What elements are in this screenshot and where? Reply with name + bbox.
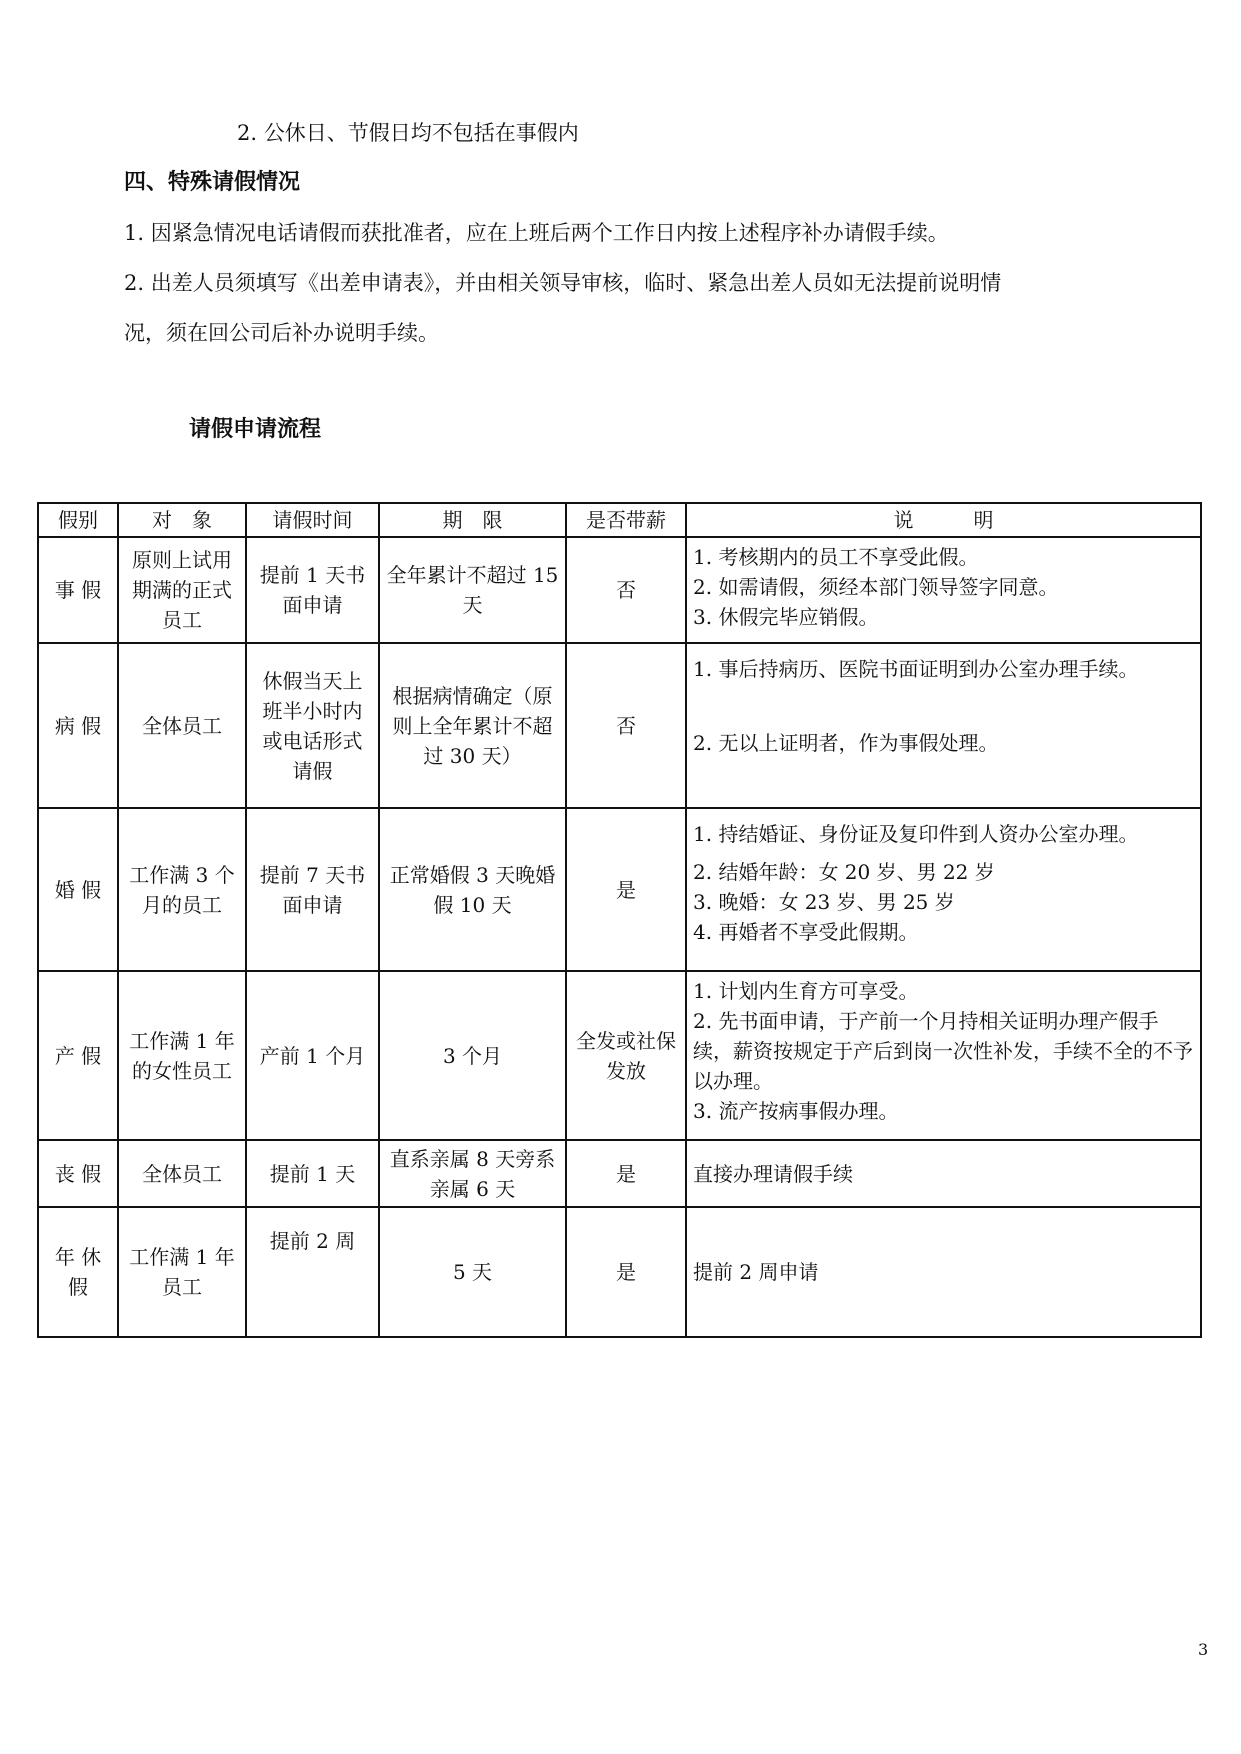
cell-paid: 否 bbox=[566, 643, 686, 808]
body-line-1: 2. 公休日、节假日均不包括在事假内 bbox=[237, 121, 579, 145]
table-row bbox=[38, 808, 1201, 971]
note-line: 2. 无以上证明者，作为事假处理。 bbox=[693, 731, 999, 755]
cell-period: 5 天 bbox=[379, 1207, 566, 1337]
cell-target: 工作满 1 年员工 bbox=[118, 1207, 246, 1337]
note-line: 2. 结婚年龄：女 20 岁、男 22 岁 bbox=[693, 860, 995, 884]
table-title: 请假申请流程 bbox=[189, 417, 322, 442]
note-line: 1. 考核期内的员工不享受此假。 bbox=[693, 545, 979, 569]
note-line: 1. 计划内生育方可享受。 bbox=[693, 979, 919, 1003]
note-line: 3. 流产按病事假办理。 bbox=[693, 1099, 899, 1123]
table-row bbox=[38, 643, 1201, 808]
table-row bbox=[38, 1207, 1201, 1337]
cell-paid: 是 bbox=[566, 808, 686, 971]
leave-table bbox=[37, 502, 1202, 1338]
cell-paid: 是 bbox=[566, 1140, 686, 1207]
cell-period: 3 个月 bbox=[379, 971, 566, 1140]
body-line-3: 2. 出差人员须填写《出差申请表》，并由相关领导审核，临时、紧急出差人员如无法提前说明情 bbox=[124, 271, 1002, 295]
cell-paid: 全发或社保发放 bbox=[566, 971, 686, 1140]
note-line: 3. 休假完毕应销假。 bbox=[693, 605, 879, 629]
body-line-4: 况，须在回公司后补办说明手续。 bbox=[124, 321, 439, 345]
table-row bbox=[38, 537, 1201, 643]
cell-notes bbox=[686, 808, 1201, 971]
cell-paid: 否 bbox=[566, 537, 686, 643]
cell-apply-time: 提前 1 天 bbox=[246, 1140, 379, 1207]
cell-notes bbox=[686, 1207, 1201, 1337]
table-header-row bbox=[38, 503, 1201, 537]
cell-apply-time: 提前 2 周 bbox=[246, 1207, 379, 1337]
note-line: 直接办理请假手续 bbox=[693, 1161, 853, 1186]
table-row bbox=[38, 971, 1201, 1140]
cell-period: 正常婚假 3 天晚婚假 10 天 bbox=[379, 808, 566, 971]
note-line: 提前 2 周申请 bbox=[693, 1260, 819, 1284]
table-row bbox=[38, 1140, 1201, 1207]
note-line: 1. 持结婚证、身份证及复印件到人资办公室办理。 bbox=[693, 822, 1139, 846]
cell-target: 全体员工 bbox=[118, 643, 246, 808]
cell-target: 原则上试用期满的正式员工 bbox=[118, 537, 246, 643]
note-line: 1. 事后持病历、医院书面证明到办公室办理手续。 bbox=[693, 657, 1139, 681]
cell-period: 直系亲属 8 天旁系亲属 6 天 bbox=[379, 1140, 566, 1207]
header-paid: 是否带薪 bbox=[566, 503, 686, 537]
note-line: 2. 先书面申请，于产前一个月持相关证明办理产假手续，薪资按规定于产后到岗一次性补发，手续不全的不予以办理。 bbox=[693, 1009, 1193, 1093]
cell-type: 事 假 bbox=[38, 537, 118, 643]
cell-period: 全年累计不超过 15 天 bbox=[379, 537, 566, 643]
cell-type: 婚 假 bbox=[38, 808, 118, 971]
header-period: 期 限 bbox=[379, 503, 566, 537]
header-type: 假别 bbox=[38, 503, 118, 537]
cell-apply-time: 产前 1 个月 bbox=[246, 971, 379, 1140]
header-notes: 说 明 bbox=[686, 503, 1201, 537]
cell-paid: 是 bbox=[566, 1207, 686, 1337]
cell-target: 工作满 1 年的女性员工 bbox=[118, 971, 246, 1140]
cell-notes bbox=[686, 537, 1201, 643]
cell-apply-time: 提前 7 天书面申请 bbox=[246, 808, 379, 971]
header-target: 对 象 bbox=[118, 503, 246, 537]
note-line: 4. 再婚者不享受此假期。 bbox=[693, 920, 919, 944]
cell-type: 年 休 假 bbox=[38, 1207, 118, 1337]
page-number: 3 bbox=[1198, 1640, 1209, 1659]
cell-type: 病 假 bbox=[38, 643, 118, 808]
cell-type: 丧 假 bbox=[38, 1140, 118, 1207]
cell-type: 产 假 bbox=[38, 971, 118, 1140]
cell-apply-time: 休假当天上班半小时内或电话形式请假 bbox=[246, 643, 379, 808]
cell-notes bbox=[686, 643, 1201, 808]
note-line: 3. 晚婚：女 23 岁、男 25 岁 bbox=[693, 890, 955, 914]
note-line: 2. 如需请假，须经本部门领导签字同意。 bbox=[693, 575, 1059, 599]
cell-target: 工作满 3 个月的员工 bbox=[118, 808, 246, 971]
header-apply-time: 请假时间 bbox=[246, 503, 379, 537]
body-line-2: 1. 因紧急情况电话请假而获批准者，应在上班后两个工作日内按上述程序补办请假手续。 bbox=[124, 221, 949, 245]
cell-target: 全体员工 bbox=[118, 1140, 246, 1207]
cell-notes bbox=[686, 971, 1201, 1140]
cell-notes bbox=[686, 1140, 1201, 1207]
section-heading: 四、特殊请假情况 bbox=[124, 170, 301, 195]
cell-apply-time: 提前 1 天书面申请 bbox=[246, 537, 379, 643]
cell-period: 根据病情确定（原则上全年累计不超过 30 天） bbox=[379, 643, 566, 808]
